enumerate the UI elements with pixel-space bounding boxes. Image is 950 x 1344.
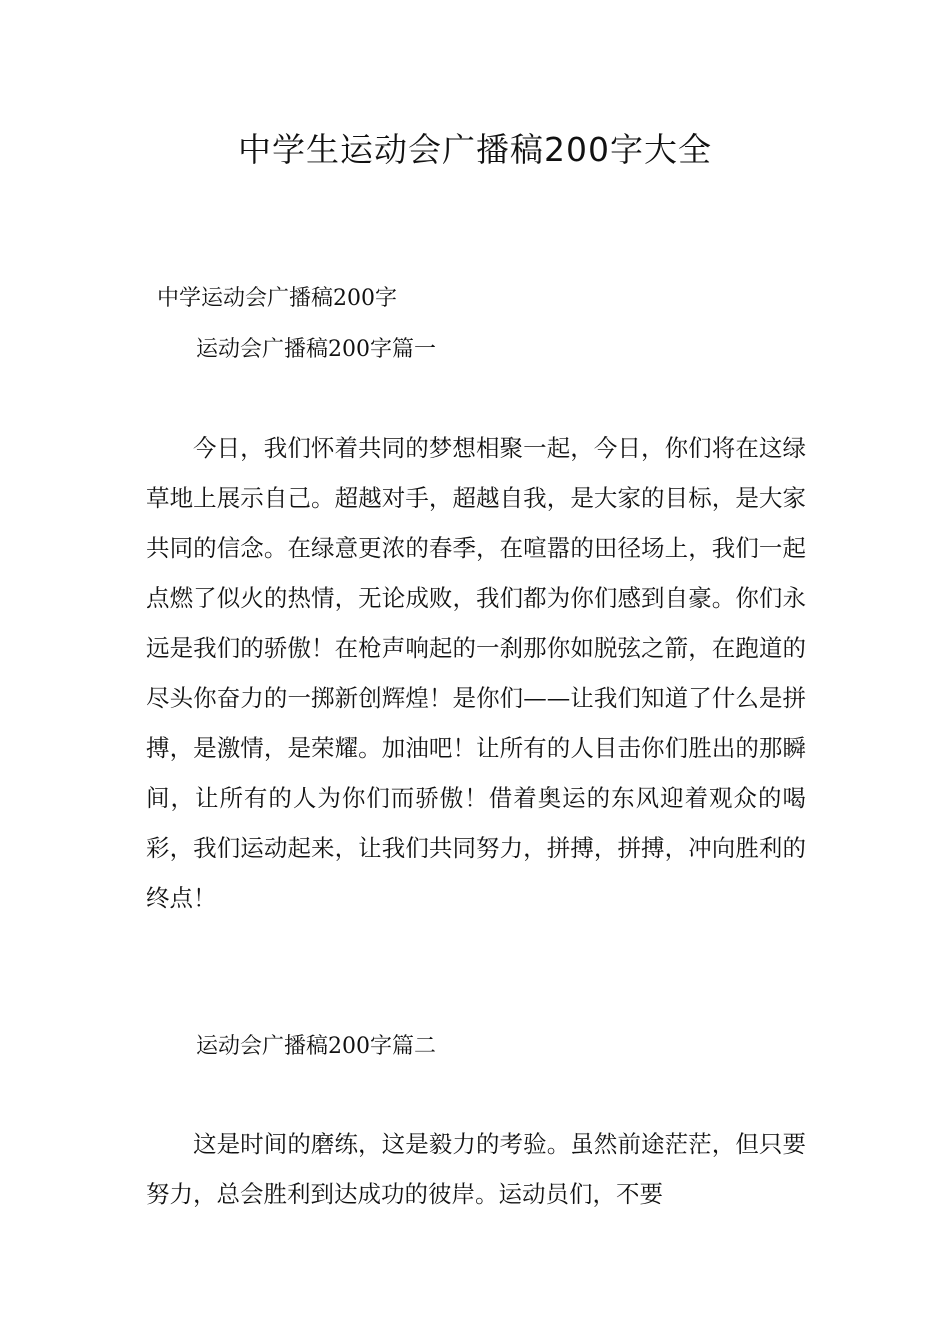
section-paragraph-1: 今日，我们怀着共同的梦想相聚一起，今日，你们将在这绿草地上展示自己。超越对手，超越自我，是大家的目标，是大家共同的信念。在绿意更浓的春季，在喧嚣的田径场上，我们一起点燃了似火的热情，无论成败，我们都为你们感到自豪。你们永远是我们的骄傲！在枪声响起的一刹那你如脱弦之箭，在跑道的尽头你奋力的一掷新创辉煌！是你们——让我们知道了什么是拼搏，是激情，是荣耀。加油吧！让所有的人目击你们胜出的那瞬间，让所有的人为你们而骄傲！借着奥运的东风迎着观众的喝彩，我们运动起来，让我们共同努力，拼搏，拼搏，冲向胜利的终点！	[146, 434, 806, 912]
document-title: 中学生运动会广播稿200字大全	[238, 130, 712, 169]
section-heading-1: 运动会广播稿200字篇一	[196, 337, 436, 362]
section-heading-2: 运动会广播稿200字篇二	[196, 1034, 436, 1059]
section-paragraph-2: 这是时间的磨练，这是毅力的考验。虽然前途茫茫，但只要努力，总会胜利到达成功的彼岸。运动员们，不要	[146, 1130, 806, 1208]
document-subtitle: 中学运动会广播稿200字	[157, 286, 397, 311]
